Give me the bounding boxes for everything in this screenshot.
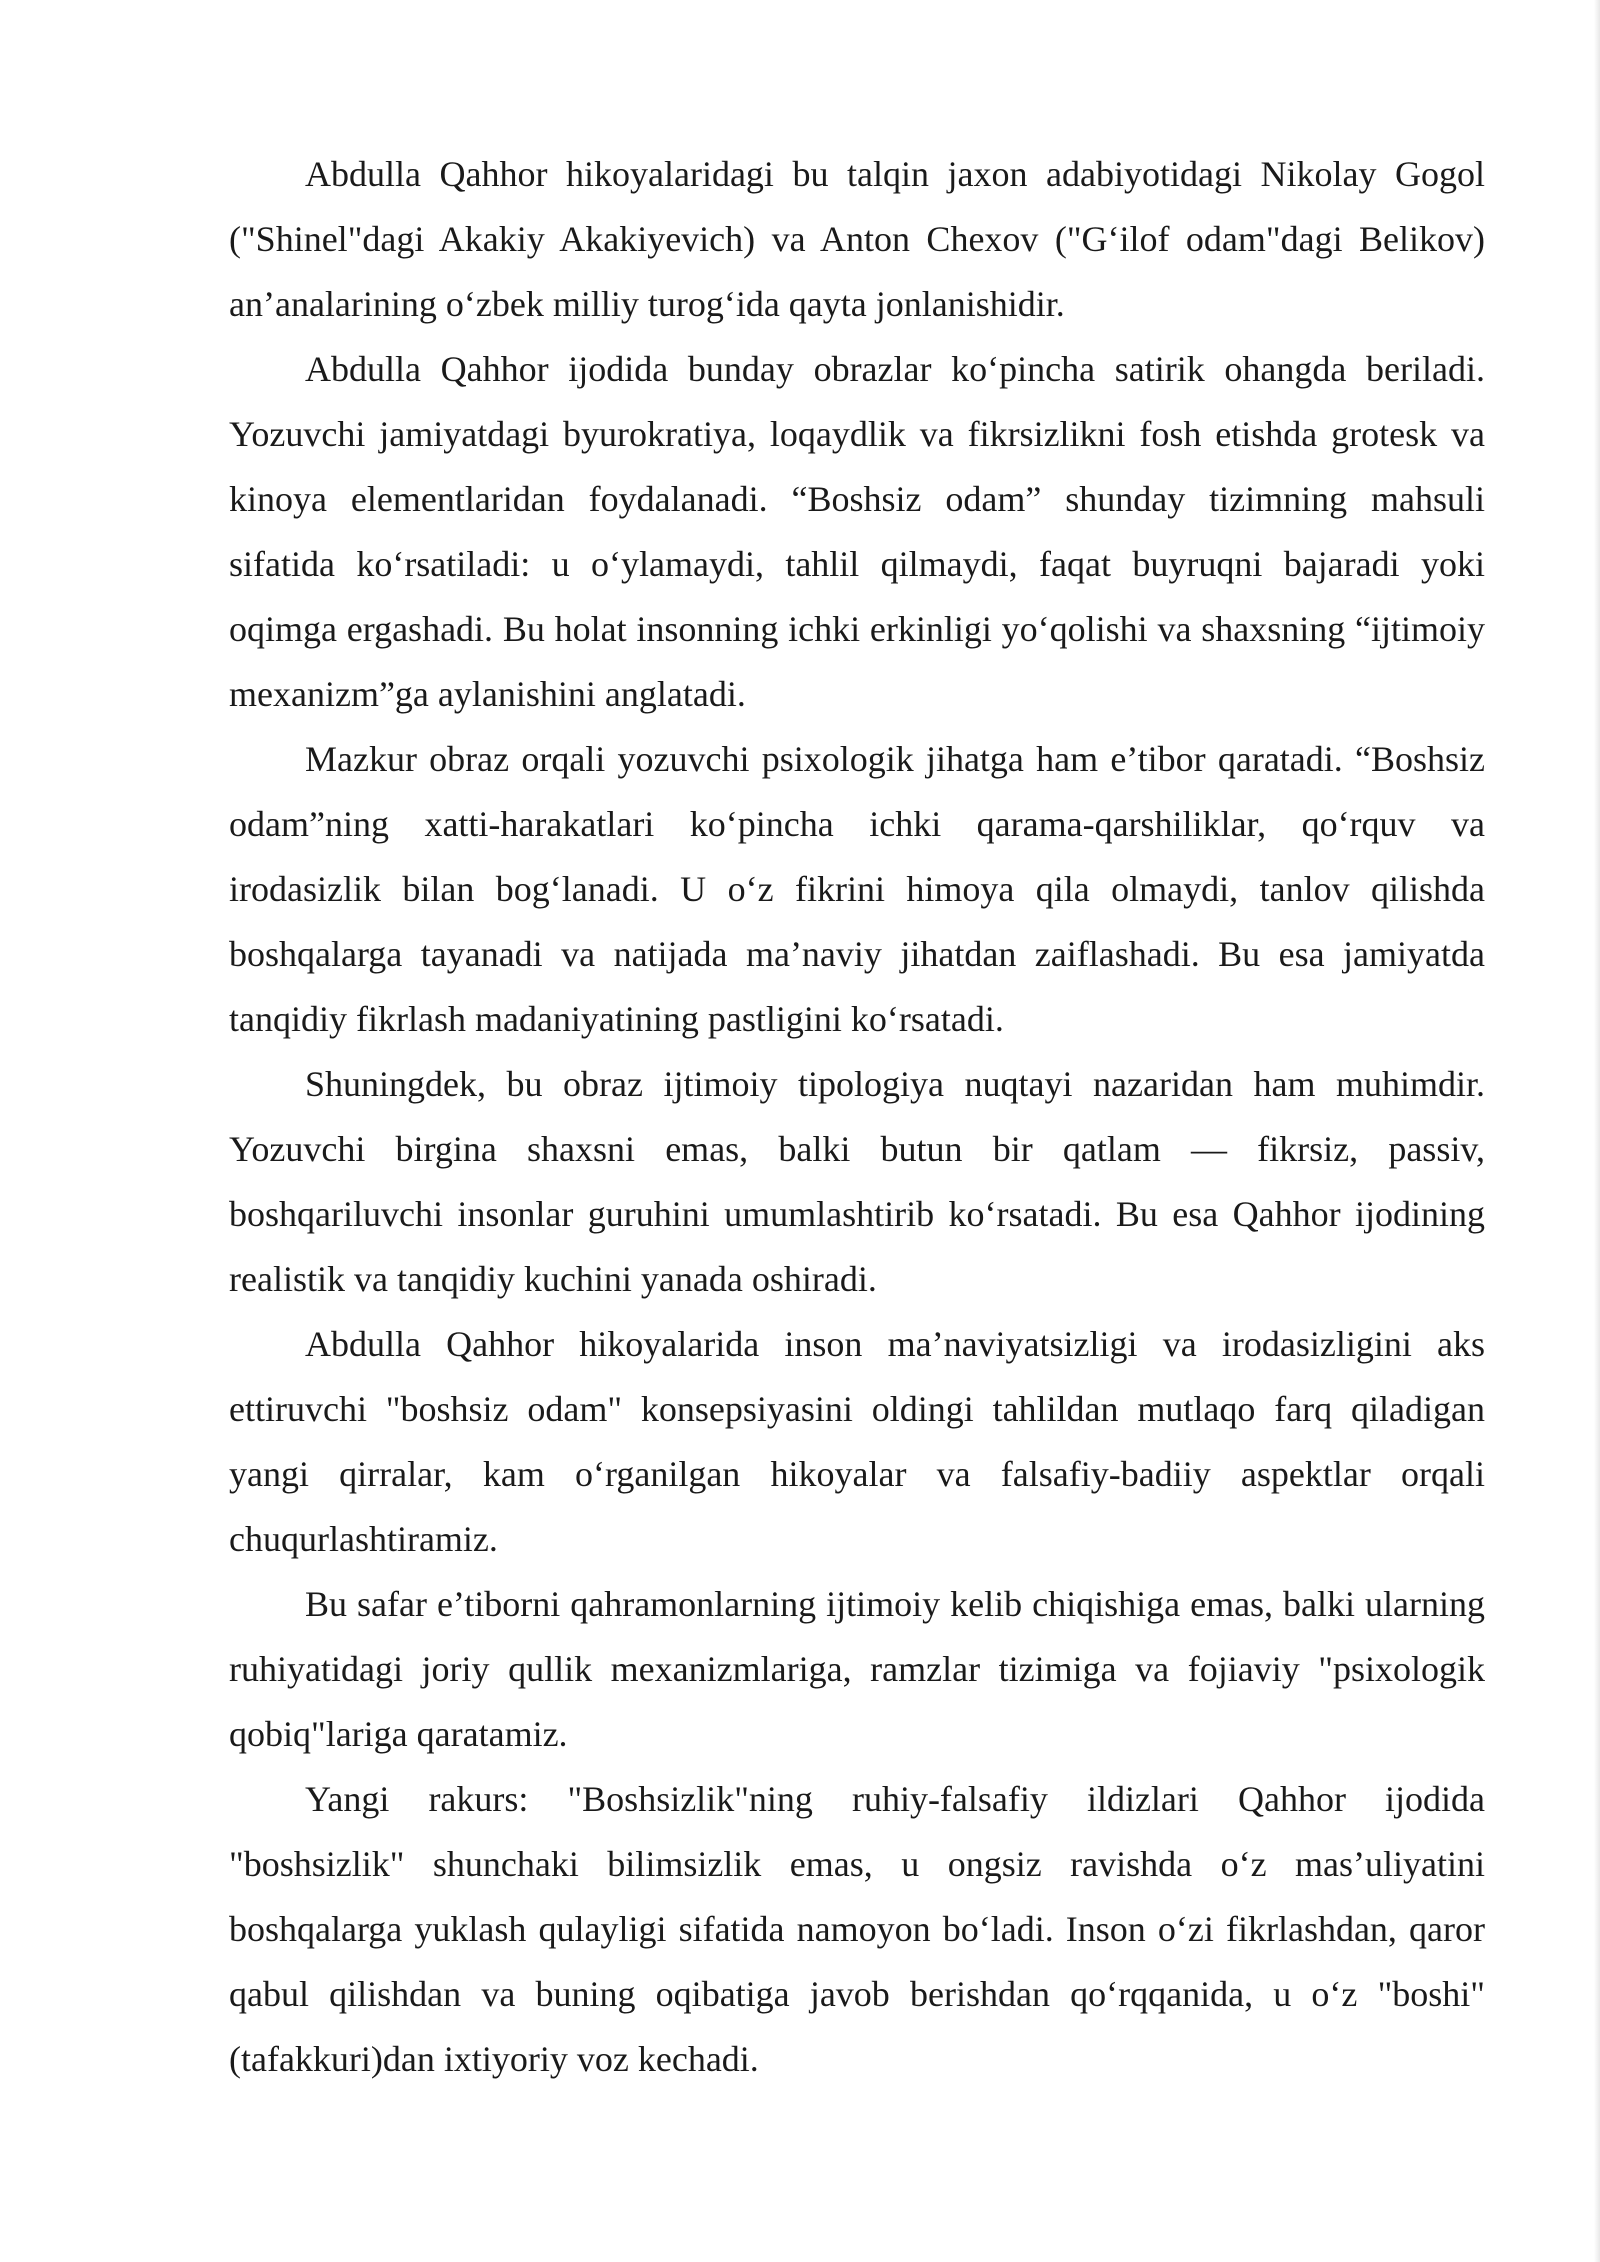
document-body (229, 142, 1485, 2092)
paragraph-6: Bu safar e’tiborni qahramonlarning ijtimoiy kelib chiqishiga emas, balki ularning ruhiyatidagi joriy qullik mexanizmlariga, ramzlar tizimiga va fojiaviy "psixologik qobiq"lariga qaratamiz. (229, 1584, 1485, 1754)
page-edge-shadow (1594, 0, 1600, 2262)
paragraph-5: Abdulla Qahhor hikoyalarida inson ma’naviyatsizligi va irodasizligini aks ettiruvchi "boshsiz odam" konsepsiyasini oldingi tahlildan mutlaqo farq qiladigan yangi qirralar, kam o‘rganilgan hikoyalar va falsafiy-badiiy aspektlar orqali chuqurlashtiramiz. (229, 1324, 1485, 1559)
paragraph-3: Mazkur obraz orqali yozuvchi psixologik jihatga ham e’tibor qaratadi. “Boshsiz odam”ning xatti-harakatlari ko‘pincha ichki qarama-qarshiliklar, qo‘rquv va irodasizlik bilan bog‘lanadi. U o‘z fikrini himoya qila olmaydi, tanlov qilishda boshqalarga tayanadi va natijada ma’naviy jihatdan zaiflashadi. Bu esa jamiyatda tanqidiy fikrlash madaniyatining pastligini ko‘rsatadi. (229, 739, 1485, 1039)
paragraph-7: Yangi rakurs: "Boshsizlik"ning ruhiy-falsafiy ildizlari Qahhor ijodida "boshsizlik" shunchaki bilimsizlik emas, u ongsiz ravishda o‘z mas’uliyatini boshqalarga yuklash qulayligi sifatida namoyon bo‘ladi. Inson o‘zi fikrlashdan, qaror qabul qilishdan va buning oqibatiga javob berishdan qo‘rqqanida, u o‘z "boshi" (tafakkuri)dan ixtiyoriy voz kechadi. (229, 1779, 1485, 2079)
paragraph-4: Shuningdek, bu obraz ijtimoiy tipologiya nuqtayi nazaridan ham muhimdir. Yozuvchi birgina shaxsni emas, balki butun bir qatlam — fikrsiz, passiv, boshqariluvchi insonlar guruhini umumlashtirib ko‘rsatadi. Bu esa Qahhor ijodining realistik va tanqidiy kuchini yanada oshiradi. (229, 1064, 1485, 1299)
paragraph-1: Abdulla Qahhor hikoyalaridagi bu talqin jaxon adabiyotidagi Nikolay Gogol ("Shinel"dagi Akakiy Akakiyevich) va Anton Chexov ("G‘ilof odam"dagi Belikov) an’analarining o‘zbek milliy turog‘ida qayta jonlanishidir. (229, 154, 1485, 324)
paragraph-2: Abdulla Qahhor ijodida bunday obrazlar ko‘pincha satirik ohangda beriladi. Yozuvchi jamiyatdagi byurokratiya, loqaydlik va fikrsizlikni fosh etishda grotesk va kinoya elementlaridan foydalanadi. “Boshsiz odam” shunday tizimning mahsuli sifatida ko‘rsatiladi: u o‘ylamaydi, tahlil qilmaydi, faqat buyruqni bajaradi yoki oqimga ergashadi. Bu holat insonning ichki erkinligi yo‘qolishi va shaxsning “ijtimoiy mexanizm”ga aylanishini anglatadi. (229, 349, 1485, 714)
